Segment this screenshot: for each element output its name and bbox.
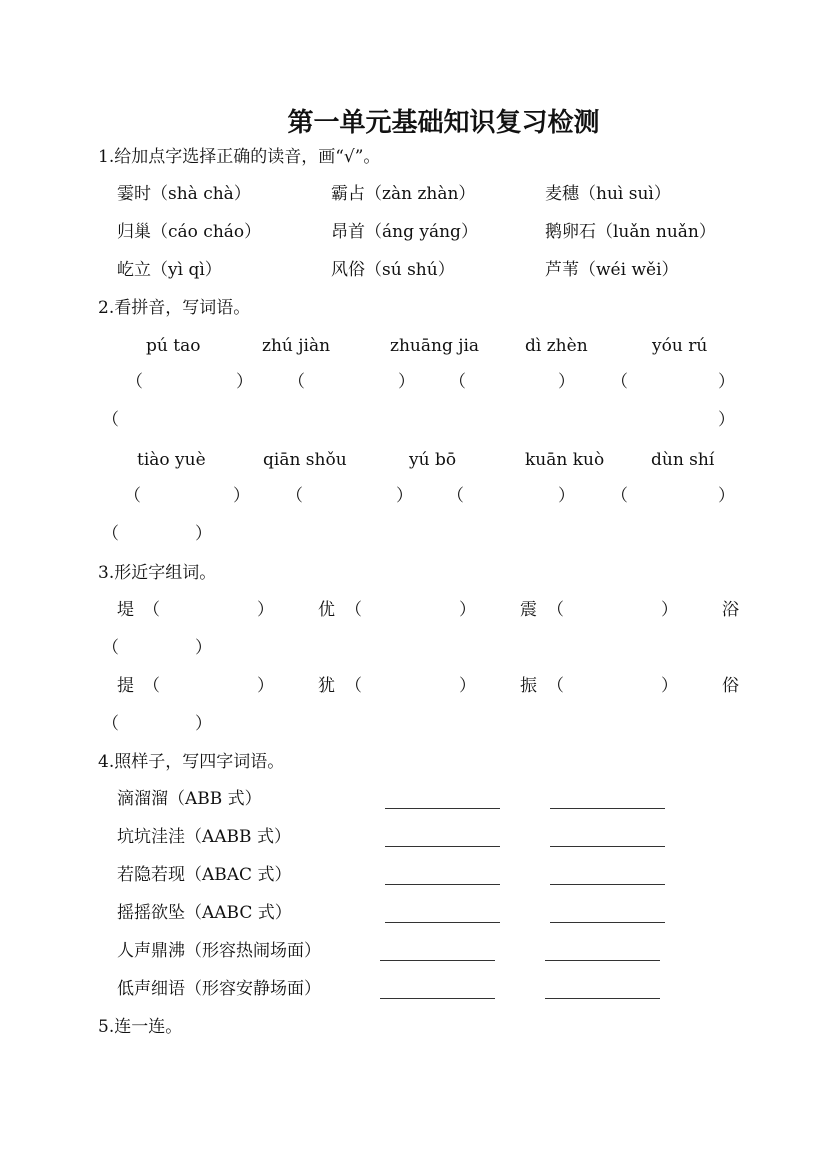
q1-item: 昂首（áng yáng） (331, 222, 478, 242)
close-bracket: ） (257, 676, 274, 696)
close-bracket: ） (236, 372, 253, 392)
similar-char: 犹 (318, 676, 335, 696)
answer-blank[interactable] (385, 884, 500, 885)
similar-char: 堤 (117, 600, 134, 620)
close-bracket: ） (718, 486, 735, 506)
similar-char: 震 (520, 600, 537, 620)
open-bracket: （ (143, 676, 160, 696)
close-bracket: ） (195, 638, 212, 658)
q1-item: 霎时（shà chà） (117, 184, 251, 204)
open-bracket: （ (345, 676, 362, 696)
q2-heading: 2.看拼音，写词语。 (98, 298, 251, 318)
similar-char: 浴 (722, 600, 739, 620)
example-word: 坑坑洼洼（AABB 式） (117, 827, 291, 847)
answer-blank[interactable] (545, 998, 660, 999)
answer-blank[interactable] (385, 808, 500, 809)
page-title: 第一单元基础知识复习检测 (287, 108, 600, 138)
q1-item: 鹅卵石（luǎn nuǎn） (545, 222, 716, 242)
example-word: 摇摇欲坠（AABC 式） (117, 903, 292, 923)
open-bracket: （ (286, 486, 303, 506)
similar-char: 提 (117, 676, 134, 696)
pinyin-label: kuān kuò (525, 450, 605, 470)
answer-blank[interactable] (550, 808, 665, 809)
close-bracket: ） (661, 676, 678, 696)
answer-blank[interactable] (550, 922, 665, 923)
open-bracket: （ (126, 372, 143, 392)
answer-blank[interactable] (385, 922, 500, 923)
pinyin-label: yú bō (409, 450, 457, 470)
answer-blank[interactable] (550, 884, 665, 885)
q1-item: 麦穗（huì suì） (545, 184, 671, 204)
answer-blank[interactable] (385, 846, 500, 847)
open-bracket: （ (102, 714, 119, 734)
close-bracket: ） (257, 600, 274, 620)
open-bracket: （ (547, 600, 564, 620)
open-bracket: （ (547, 676, 564, 696)
open-bracket: （ (124, 486, 141, 506)
open-bracket: （ (611, 372, 628, 392)
answer-blank[interactable] (545, 960, 660, 961)
open-bracket: （ (288, 372, 305, 392)
close-bracket: ） (718, 410, 735, 430)
q4-heading: 4.照样子，写四字词语。 (98, 752, 285, 772)
open-bracket: （ (611, 486, 628, 506)
q1-item: 屹立（yì qì） (117, 260, 222, 280)
q1-item: 归巢（cáo cháo） (117, 222, 262, 242)
open-bracket: （ (102, 410, 119, 430)
pinyin-label: pú tao (146, 336, 201, 356)
close-bracket: ） (195, 714, 212, 734)
example-word: 若隐若现（ABAC 式） (117, 865, 292, 885)
close-bracket: ） (396, 486, 413, 506)
close-bracket: ） (195, 524, 212, 544)
open-bracket: （ (447, 486, 464, 506)
close-bracket: ） (661, 600, 678, 620)
similar-char: 振 (520, 676, 537, 696)
q1-item: 霸占（zàn zhàn） (331, 184, 476, 204)
pinyin-label: zhuāng jia (390, 336, 480, 356)
close-bracket: ） (558, 372, 575, 392)
answer-blank[interactable] (380, 998, 495, 999)
open-bracket: （ (102, 524, 119, 544)
example-word: 人声鼎沸（形容热闹场面） (117, 941, 321, 961)
open-bracket: （ (102, 638, 119, 658)
similar-char: 优 (318, 600, 335, 620)
open-bracket: （ (345, 600, 362, 620)
q1-item: 风俗（sú shú） (331, 260, 455, 280)
close-bracket: ） (718, 372, 735, 392)
q5-heading: 5.连一连。 (98, 1017, 183, 1037)
similar-char: 俗 (722, 676, 739, 696)
open-bracket: （ (143, 600, 160, 620)
close-bracket: ） (459, 600, 476, 620)
example-word: 低声细语（形容安静场面） (117, 979, 321, 999)
pinyin-label: dì zhèn (525, 336, 588, 356)
answer-blank[interactable] (550, 846, 665, 847)
close-bracket: ） (233, 486, 250, 506)
close-bracket: ） (459, 676, 476, 696)
pinyin-label: dùn shí (651, 450, 715, 470)
example-word: 滴溜溜（ABB 式） (117, 789, 262, 809)
q3-heading: 3.形近字组词。 (98, 563, 217, 583)
q1-item: 芦苇（wéi wěi） (545, 260, 679, 280)
pinyin-label: tiào yuè (137, 450, 206, 470)
q1-heading: 1.给加点字选择正确的读音，画“√”。 (98, 147, 381, 167)
pinyin-label: yóu rú (652, 336, 708, 356)
close-bracket: ） (398, 372, 415, 392)
answer-blank[interactable] (380, 960, 495, 961)
close-bracket: ） (558, 486, 575, 506)
pinyin-label: qiān shǒu (263, 450, 347, 470)
pinyin-label: zhú jiàn (262, 336, 331, 356)
open-bracket: （ (449, 372, 466, 392)
